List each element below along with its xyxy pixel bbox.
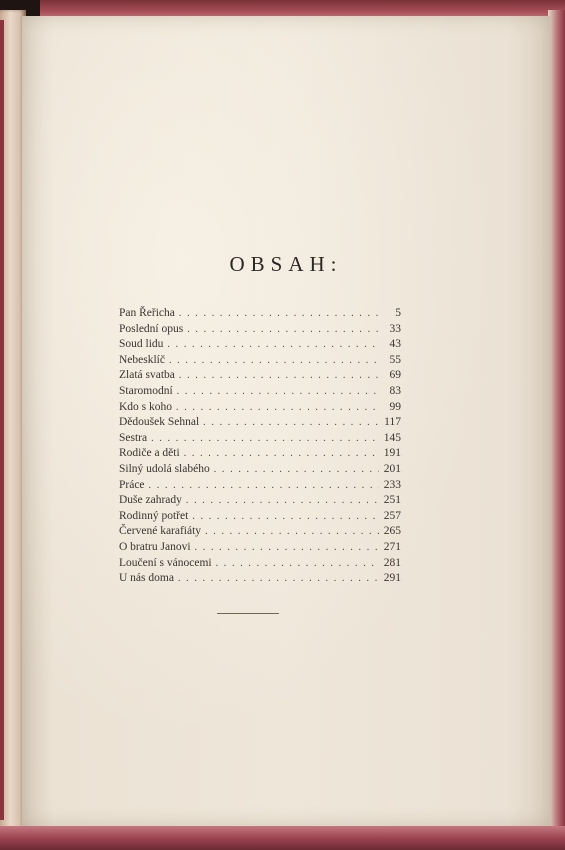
toc-entry xyxy=(119,322,401,338)
toc-entry-title: Silný udolá slabého xyxy=(119,462,210,475)
dot-leader xyxy=(203,415,379,431)
contents-heading: OBSAH: xyxy=(229,252,343,276)
toc-entry-page: 69 xyxy=(389,369,401,382)
table-of-contents xyxy=(119,306,401,587)
toc-entry xyxy=(119,524,401,540)
toc-entry xyxy=(119,540,401,556)
dot-leader xyxy=(186,493,379,509)
dot-leader xyxy=(216,556,379,572)
toc-entry-title: Zlatá svatba xyxy=(119,369,175,382)
toc-entry-title: Dědoušek Sehnal xyxy=(119,416,200,429)
toc-entry-page: 43 xyxy=(389,338,401,351)
toc-entry xyxy=(119,446,401,462)
toc-entry-page: 5 xyxy=(395,307,401,319)
toc-entry-title: Červené karafiáty xyxy=(119,525,202,538)
toc-entry-title: Rodiče a děti xyxy=(119,447,180,460)
toc-entry-page: 251 xyxy=(383,494,401,507)
toc-entry-page: 99 xyxy=(389,400,401,413)
toc-entry-page: 83 xyxy=(389,384,401,397)
toc-entry-page: 33 xyxy=(389,322,401,335)
toc-entry xyxy=(119,400,401,416)
toc-entry-page: 191 xyxy=(383,447,401,460)
toc-entry-title: Soud lidu xyxy=(119,338,164,351)
toc-entry-title: Duše zahrady xyxy=(119,494,182,507)
contents-page xyxy=(22,16,550,826)
toc-entry-page: 291 xyxy=(383,572,401,585)
toc-entry-page: 55 xyxy=(389,353,401,366)
toc-entry-title: Loučení s vánocemi xyxy=(119,556,212,569)
dot-leader xyxy=(151,431,379,447)
toc-entry xyxy=(119,384,401,400)
toc-entry xyxy=(119,462,401,478)
toc-entry-page: 257 xyxy=(383,509,401,522)
dot-leader xyxy=(167,337,379,353)
dot-leader xyxy=(195,540,379,556)
dot-leader xyxy=(179,306,379,322)
toc-entry xyxy=(119,306,401,322)
toc-entry-title: Kdo s koho xyxy=(119,400,173,413)
left-cover-edge xyxy=(0,20,4,820)
dot-leader xyxy=(192,509,379,525)
dot-leader xyxy=(177,384,379,400)
toc-entry-title: O bratru Janovi xyxy=(119,540,191,553)
dot-leader xyxy=(187,322,379,338)
dot-leader xyxy=(184,446,379,462)
dot-leader xyxy=(214,462,379,478)
toc-entry-page: 281 xyxy=(383,556,401,569)
toc-entry xyxy=(119,368,401,384)
toc-entry xyxy=(119,571,401,587)
toc-entry xyxy=(119,556,401,572)
toc-entry-page: 265 xyxy=(383,525,401,538)
toc-entry-title: Rodinný potřet xyxy=(119,509,189,522)
dot-leader xyxy=(169,353,379,369)
toc-entry xyxy=(119,431,401,447)
toc-entry-page: 233 xyxy=(383,478,401,491)
toc-entry-page: 145 xyxy=(383,431,401,444)
dot-leader xyxy=(179,368,379,384)
dot-leader xyxy=(149,478,379,494)
toc-entry-title: Nebesklíč xyxy=(119,353,165,366)
book-cover-right-edge xyxy=(548,10,565,840)
toc-entry-title: Práce xyxy=(119,478,145,491)
book-cover-bottom-edge xyxy=(0,826,565,850)
toc-entry xyxy=(119,493,401,509)
toc-entry xyxy=(119,509,401,525)
dot-leader xyxy=(178,571,379,587)
toc-entry xyxy=(119,415,401,431)
toc-entry-page: 117 xyxy=(384,416,401,429)
toc-entry xyxy=(119,353,401,369)
toc-entry xyxy=(119,337,401,353)
toc-entry-title: Poslední opus xyxy=(119,322,184,335)
toc-entry-title: U nás doma xyxy=(119,572,174,585)
toc-entry-title: Pan Řeřicha xyxy=(119,307,175,319)
toc-entry-page: 201 xyxy=(383,462,401,475)
toc-entry-title: Staromodní xyxy=(119,384,173,397)
closing-rule xyxy=(217,613,279,614)
dot-leader xyxy=(176,400,379,416)
toc-entry-title: Sestra xyxy=(119,431,148,444)
toc-entry-page: 271 xyxy=(383,540,401,553)
dot-leader xyxy=(205,524,379,540)
toc-entry xyxy=(119,478,401,494)
